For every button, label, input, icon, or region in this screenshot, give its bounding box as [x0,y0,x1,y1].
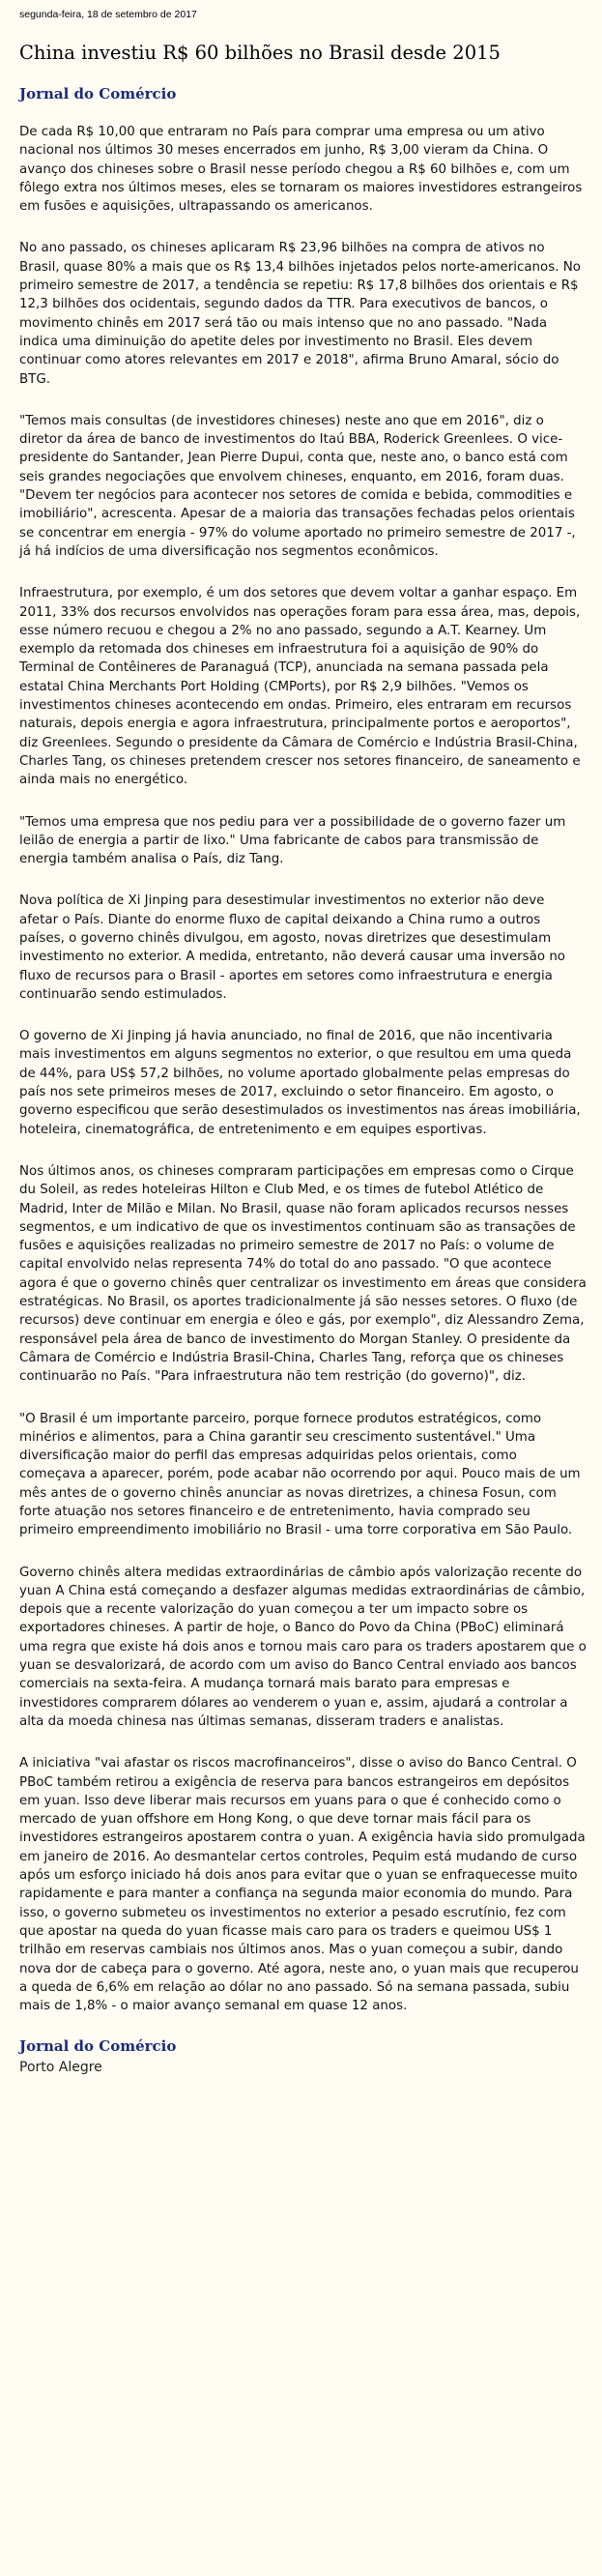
article-paragraph: Governo chinês altera medidas extraordinárias de câmbio após valorização recente do yuan A China está começando a desfazer algumas medidas extraordinárias de câmbio, depois que a recente valorização do yuan começou a ter um impacto sobre os exportadores chineses. A partir de hoje, o Banco do Povo da China (PBoC) eliminará uma regra que existe há dois anos e tornou mais caro para os traders apostarem que o yuan se desvalorizará, de acordo com um aviso do Banco Central enviado aos bancos comerciais na sexta-feira. A mudança tornará mais barato para empresas e investidores comprarem dólares ao venderem o yuan e, assim, ajudará a controlar a alta da moeda chinesa nas últimas semanas, disseram traders e analistas. [19,1565,587,1729]
article-paragraph: O governo de Xi Jinping já havia anunciado, no final de 2016, que não incentivaria mais investimentos em alguns segmentos no exterior, o que resultou em uma queda de 44%, para US$ 57,2 bilhões, no volume aportado globalmente pelas empresas do país nos sete primeiros meses de 2017, excluindo o setor financeiro. Em agosto, o governo especificou que serão desestimulados os investimentos nas áreas imobiliária, hoteleira, cinematográfica, de entretenimento e em equipes esportivas. [19,1029,581,1137]
article-body [19,123,587,2015]
footer-place: Porto Alegre [19,2060,102,2076]
article-title: China investiu R$ 60 bilhões no Brasil desde 2015 [19,42,501,64]
article-paragraph: No ano passado, os chineses aplicaram R$ 23,96 bilhões na compra de ativos no Brasil, quase 80% a mais que os R$ 13,4 bilhões injetados pelos norte-americanos. No primeiro semestre de 2017, a tendência se repetiu: R$ 17,8 bilhões dos orientais e R$ 12,3 bilhões dos ocidentais, segundo dados da TTR. Para executivos de bancos, o movimento chinês em 2017 será tão ou mais intenso que no ano passado. "Nada indica uma diminuição do apetite deles por investimento no Brasil. Eles devem continuar como atores relevantes em 2017 e 2018", afirma Bruno Amaral, sócio do BTG. [19,241,581,387]
publication-date: segunda-feira, 18 de setembro de 2017 [19,9,197,20]
article-paragraph: De cada R$ 10,00 que entraram no País para comprar uma empresa ou um ativo nacional nos últimos 30 meses encerrados em junho, R$ 3,00 vieram da China. O avanço dos chineses sobre o Brasil nesse período chegou a R$ 60 bilhões e, com um fôlego extra nos últimos meses, eles se tornaram os maiores investidores estrangeiros em fusões e aquisições, ultrapassando os americanos. [19,125,583,215]
article-source: Jornal do Comércio [19,85,177,102]
article-paragraph: Infraestrutura, por exemplo, é um dos setores que devem voltar a ganhar espaço. Em 2011, 33% dos recursos envolvidos nas operações foram para essa área, mas, depois, esse número recuou e chegou a 2% no ano passado, segundo a A.T. Kearney. Um exemplo da retomada dos chineses em infraestrutura foi a aquisição de 90% do Terminal de Contêineres de Paranaguá (TCP), anunciada na semana passada pela estatal China Merchants Port Holding (CMPorts), por R$ 2,9 bilhões. "Vemos os investimentos chineses acontecendo em ondas. Primeiro, eles entraram em recursos naturais, depois energia e agora infraestrutura, principalmente portos e aeroportos", diz Greenlees. Segundo o presidente da Câmara de Comércio e Indústria Brasil-China, Charles Tang, os chineses pretendem crescer nos setores financeiro, de saneamento e ainda mais no energético. [19,586,581,788]
article-paragraph: Nova política de Xi Jinping para desestimular investimentos no exterior não deve afetar o País. Diante do enorme fluxo de capital deixando a China rumo a outros países, o governo chinês divulgou, em agosto, novas diretrizes que desestimulam investimento no exterior. A medida, entretanto, não deverá causar uma inversão no fluxo de recursos para o Brasil - aportes em setores como infraestrutura e energia continuarão sendo estimulados. [19,893,565,1002]
article-paragraph: Nos últimos anos, os chineses compraram participações em empresas como o Cirque du Soleil, as redes hoteleiras Hilton e Club Med, e os times de futebol Atlético de Madrid, Inter de Milão e Milan. No Brasil, quase não foram aplicados recursos nesses segmentos, e um indicativo de que os investimentos continuam são as transações de fusões e aquisições realizadas no primeiro semestre de 2017 no País: o volume de capital envolvido nelas representa 74% do total do ano passado. "O que acontece agora é que o governo chinês quer centralizar os investimento em áreas que considera estratégicas. No Brasil, os aportes tradicionalmente já são nesses setores. O fluxo (de recursos) deve continuar em energia e óleo e gás, por exemplo", diz Alessandro Zema, responsável pela área de banco de investimento do Morgan Stanley. O presidente da Câmara de Comércio e Indústria Brasil-China, Charles Tang, reforça que os chineses continuarão no País. "Para infraestrutura não tem restrição (do governo)", diz. [19,1163,587,1385]
article-paragraph: A iniciativa "vai afastar os riscos macrofinanceiros", disse o aviso do Banco Central. O PBoC também retirou a exigência de reserva para bancos estrangeiros em depósitos em yuan. Isso deve liberar mais recursos em yuans para o que é conhecido como o mercado de yuan offshore em Hong Kong, o que deve tornar mais fácil para os investidores estrangeiros apostarem contra o yuan. A exigência havia sido promulgada em janeiro de 2016. Ao desmantelar certos controles, Pequim está mudando de curso após um esforço iniciado há dois anos para evitar que o yuan se enfraquecesse muito rapidamente e para manter a confiança na segunda maior economia do mundo. Para isso, o governo submeteu os investimentos no exterior a pesado escrutínio, fez com que apostar na queda do yuan ficasse mais caro para os traders e queimou US$ 1 trilhão em reservas cambiais nos últimos anos. Mas o yuan começou a subir, dando nova dor de cabeça para o governo. Até agora, neste ano, o yuan mais que recuperou a queda de 6,6% em relação ao dólar no ano passado. Só na semana passada, subiu mais de 1,8% - o maior avanço semanal em quase 12 anos. [19,1756,586,2014]
article-paragraph: "O Brasil é um importante parceiro, porque fornece produtos estratégicos, como minérios e alimentos, para a China garantir seu crescimento sustentável." Uma diversificação maior do perfil das empresas adquiridas pelos orientais, como começava a aparecer, porém, pode acabar não ocorrendo por aqui. Pouco mais de um mês antes de o governo chinês anunciar as novas diretrizes, a chinesa Fosun, com forte atuação nos setores financeiro e de entretenimento, havia comprado seu primeiro empreendimento imobiliário no Brasil - uma torre corporativa em São Paulo. [19,1411,581,1538]
footer-source: Jornal do Comércio [19,2037,177,2056]
article-paragraph: "Temos mais consultas (de investidores chineses) neste ano que em 2016", diz o diretor da área de banco de investimentos do Itaú BBA, Roderick Greenlees. O vice-presidente do Santander, Jean Pierre Dupui, conta que, neste ano, o banco está com seis grandes negociações que envolvem chineses, enquanto, em 2016, foram duas. "Devem ter negócios para acontecer nos setores de comida e bebida, commodities e imobiliário", acrescenta. Apesar de a maioria das transações fechadas pelos orientais se concentrar em energia - 97% do volume aportado no primeiro semestre de 2017 -, já há indícios de uma diversificação nos segmentos econômicos. [19,413,576,559]
article-paragraph: "Temos uma empresa que nos pediu para ver a possibilidade de o governo fazer um leilão de energia a partir de lixo." Uma fabricante de cabos para transmissão de energia também analisa o País, diz Tang. [19,814,566,867]
